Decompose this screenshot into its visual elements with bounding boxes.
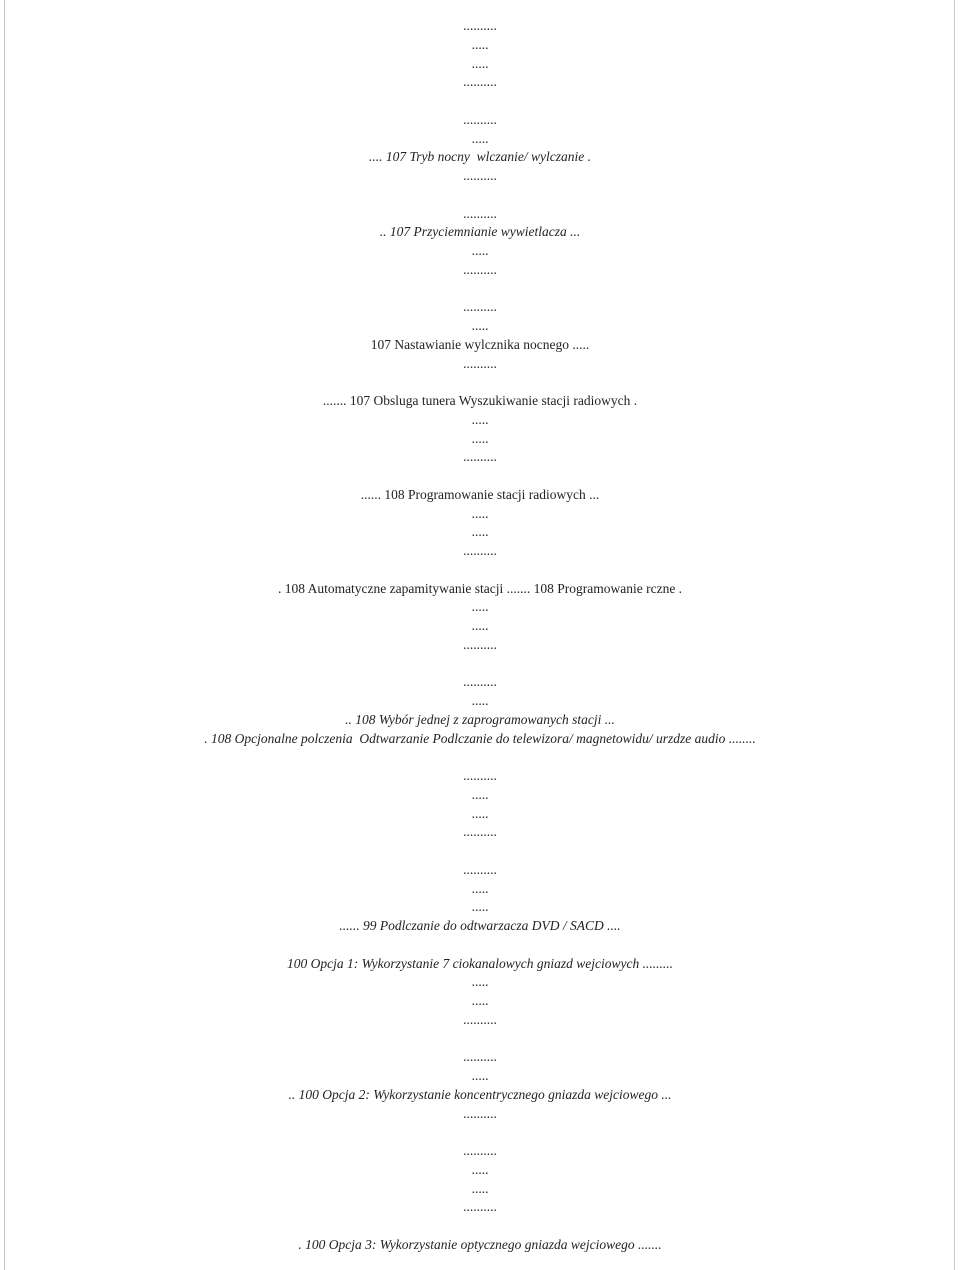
toc-leader-line: .......... [463,1049,497,1065]
toc-leader-line: ..... [471,36,489,52]
toc-leader-line: ..... [471,430,489,446]
toc-leader-line: ..... [471,993,489,1008]
toc-leader-line [0,655,960,674]
toc-entry: .. 107 Przyciemnianie wywietlacza ... [379,224,581,240]
toc-leader-line: ..... [471,318,489,333]
toc-leader-line: .......... [463,449,497,465]
toc-leader-line: ..... [471,243,489,258]
toc-leader-line: .......... [463,543,497,558]
toc-leader-line: ..... [471,786,489,802]
toc-leader-line: ..... [471,974,489,990]
toc-leader-line: .......... [463,1143,497,1158]
toc-leader-line: .......... [463,111,497,127]
toc-leader-line [0,842,960,861]
toc-leader-line: .......... [463,824,497,840]
toc-leader-line: .......... [463,355,497,371]
toc-entry: . 100 Opcja 3: Wykorzystanie optycznego gniazda wejciowego ....... [298,1236,662,1252]
toc-leader-line: .......... [463,636,497,652]
toc-leader-line [0,92,960,111]
toc-leader-line: ..... [471,1161,489,1177]
toc-leader-line: .......... [463,1105,497,1121]
toc-leader-line [0,1030,960,1049]
toc-entry: ...... 108 Programowanie stacji radiowych ... [360,486,600,502]
toc-entry: . 108 Automatyczne zapamitywanie stacji ....... 108 Programowanie rczne . [277,580,683,596]
toc-leader-line: ..... [471,618,489,633]
toc-leader-line: ..... [471,130,489,146]
toc-leader-line: .......... [463,205,497,221]
toc-leader-line: .......... [463,861,497,877]
toc-entry: . 108 Opcjonalne polczenia Odtwarzanie Podlczanie do telewizora/ magnetowidu/ urzdze audio ........ [204,730,756,746]
toc-leader-line: .......... [463,168,497,183]
toc-leader-line: .......... [463,674,497,690]
toc-leader-line: ..... [471,505,489,521]
toc-entry: 107 Nastawianie wylcznika nocnego ..... [370,336,590,352]
toc-leader-line: .......... [463,1199,497,1215]
toc-leader-line: ..... [471,880,489,896]
toc-entry: .. 100 Opcja 2: Wykorzystanie koncentrycznego gniazda wejciowego ... [288,1086,672,1102]
toc-leader-line: .......... [463,261,497,277]
toc-leader-line: ..... [471,1180,489,1196]
toc-leader-line [0,1217,960,1236]
toc-leader-line: ..... [471,55,489,71]
toc-leader-line [0,748,960,767]
toc-leader-line: .......... [463,18,497,33]
toc-leader-line: ..... [471,411,489,427]
toc-leader-line: ..... [471,805,489,821]
toc-leader-line [0,186,960,205]
toc-entry: .. 108 Wybór jednej z zaprogramowanych stacji ... [345,711,615,727]
toc-leader-line [0,561,960,580]
toc-leader-line: ..... [471,1068,489,1083]
toc-leader-line [0,936,960,955]
toc-leader-line: ..... [471,899,489,915]
toc-entry: 100 Opcja 1: Wykorzystanie 7 ciokanalowych gniazd wejciowych ......... [286,955,674,971]
toc-leader-line: .......... [463,299,497,315]
toc-leader-line [0,373,960,392]
toc-leader-line: .......... [463,74,497,90]
toc-leader-line: ..... [471,524,489,540]
toc-leader-line [0,1123,960,1142]
toc-entry: .... 107 Tryb nocny wlczanie/ wylczanie . [369,149,591,165]
toc-leader-line: .......... [463,768,497,783]
toc-leader-line: ..... [471,599,489,615]
toc-leader-line: ..... [471,693,489,708]
table-of-contents [0,17,960,1255]
toc-entry: ....... 107 Obsluga tunera Wyszukiwanie stacji radiowych . [322,393,638,408]
toc-leader-line [0,467,960,486]
toc-leader-line: .......... [463,1011,497,1027]
toc-leader-line [0,280,960,299]
toc-entry: ...... 99 Podlczanie do odtwarzacza DVD / SACD .... [339,918,621,933]
